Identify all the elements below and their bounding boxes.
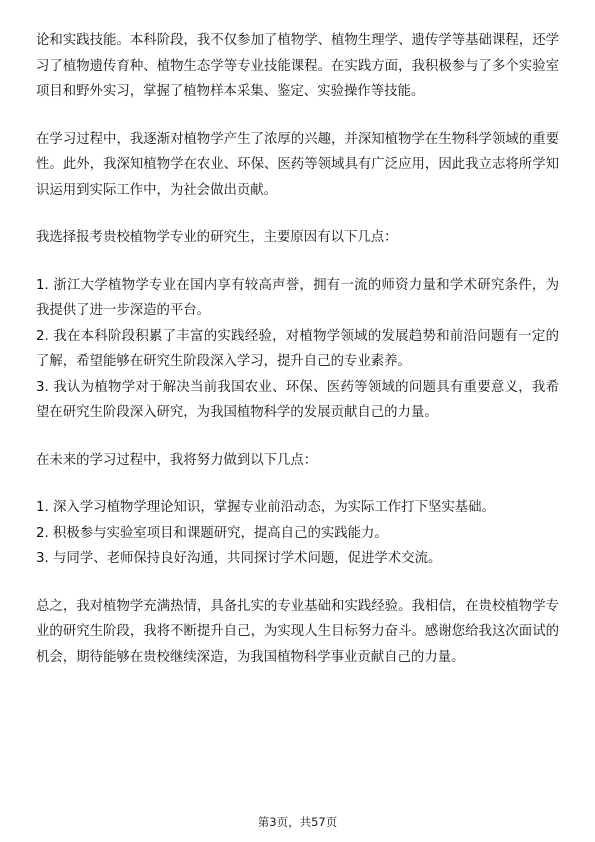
list-item: 1. 浙江大学植物学专业在国内享有较高声誉，拥有一流的师资力量和学术研究条件，为我提供了进一步深造的平台。 <box>36 277 559 318</box>
goals-list <box>36 495 559 572</box>
paragraph-future-intro: 在未来的学习过程中，我将努力做到以下几点： <box>36 452 318 468</box>
list-item: 3. 与同学、老师保持良好沟通，共同探讨学术问题，促进学术交流。 <box>36 551 442 566</box>
list-item: 2. 我在本科阶段积累了丰富的实践经验，对植物学领域的发展趋势和前沿问题有一定的了解，希望能够在研究生阶段深入学习，提升自己的专业素养。 <box>36 328 559 369</box>
list-item: 2. 积极参与实验室项目和课题研究，提高自己的实践能力。 <box>36 525 388 541</box>
document-body <box>36 28 559 692</box>
list-item: 3. 我认为植物学对于解决当前我国农业、环保、医药等领域的问题具有重要意义，我希望在研究生阶段深入研究，为我国植物科学的发展贡献自己的力量。 <box>36 379 559 420</box>
paragraph-reasons-intro: 我选择报考贵校植物学专业的研究生，主要原因有以下几点： <box>36 230 398 245</box>
paragraph-conclusion: 总之，我对植物学充满热情，具备扎实的专业基础和实践经验。我相信，在贵校植物学专业的研究生阶段，我将不断提升自己，为实现人生目标努力奋斗。感谢您给我这次面试的机会，期待能够在贵校继续深造，为我国植物科学事业贡献自己的力量。 <box>36 598 559 665</box>
page-number: 第3页，共57页 <box>257 815 338 829</box>
paragraph-interest: 在学习过程中，我逐渐对植物学产生了浓厚的兴趣，并深知植物学在生物科学领域的重要性。此外，我深知植物学在农业、环保、医药等领域具有广泛应用，因此我立志将所学知识运用到实际工作中，为社会做出贡献。 <box>36 131 559 198</box>
list-item: 1. 深入学习植物学理论知识，掌握专业前沿动态，为实际工作打下坚实基础。 <box>36 500 495 515</box>
reasons-list <box>36 273 559 426</box>
paragraph-background: 论和实践技能。本科阶段，我不仅参加了植物学、植物生理学、遗传学等基础课程，还学习了植物遗传育种、植物生态学等专业技能课程。在实践方面，我积极参与了多个实验室项目和野外实习，掌握了植物样本采集、鉴定、实验操作等技能。 <box>36 33 559 99</box>
